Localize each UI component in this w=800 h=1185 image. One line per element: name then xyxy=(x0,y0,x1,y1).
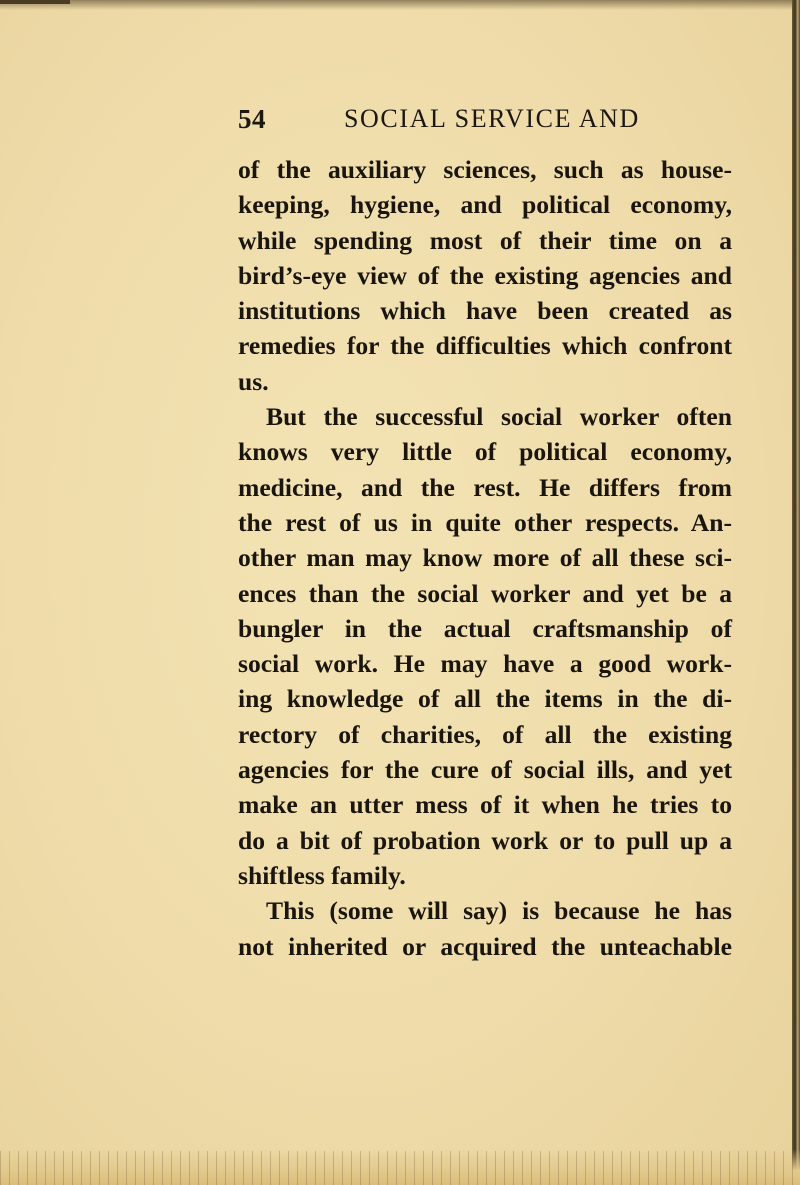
text-line: remedies for the difficulties which confront xyxy=(238,331,732,361)
top-left-mark xyxy=(0,0,70,4)
page-number: 54 xyxy=(238,104,266,134)
text-line: medicine, and the rest. He differs from xyxy=(238,472,732,502)
text-line: ing knowledge of all the items in the di- xyxy=(238,684,732,714)
text-line: make an utter mess of it when he tries to xyxy=(238,790,732,820)
text-line: keeping, hygiene, and political economy, xyxy=(238,190,732,220)
page-bottom-texture xyxy=(0,1151,800,1185)
text-line: institutions which have been created as xyxy=(238,296,732,326)
text-line: social work. He may have a good work- xyxy=(238,649,732,679)
text-line: ences than the social worker and yet be a xyxy=(238,578,732,608)
text-line: But the successful social worker often xyxy=(266,402,732,432)
text-line: rectory of charities, of all the existing xyxy=(238,719,732,749)
body-text xyxy=(238,152,732,964)
page-header xyxy=(238,104,750,144)
page-right-edge xyxy=(792,0,800,1185)
text-line: us. xyxy=(238,366,269,396)
text-line: do a bit of probation work or to pull up a xyxy=(238,825,732,855)
text-line: bird’s-eye view of the existing agencies and xyxy=(238,260,732,290)
text-line: of the auxiliary sciences, such as house- xyxy=(238,155,732,184)
text-line: agencies for the cure of social ills, and yet xyxy=(238,755,732,785)
text-line: This (some will say) is because he has xyxy=(266,896,732,926)
text-line: shiftless family. xyxy=(238,860,406,890)
text-line: bungler in the actual craftsmanship of xyxy=(238,613,732,643)
text-line: other man may know more of all these sci- xyxy=(238,543,732,573)
text-line: knows very little of political economy, xyxy=(238,437,732,467)
running-head: SOCIAL SERVICE AND xyxy=(344,104,640,133)
text-line: not inherited or acquired the unteachable xyxy=(238,931,732,961)
top-shadow xyxy=(0,0,792,10)
text-line: while spending most of their time on a xyxy=(238,225,732,255)
text-line: the rest of us in quite other respects. An- xyxy=(238,507,732,537)
